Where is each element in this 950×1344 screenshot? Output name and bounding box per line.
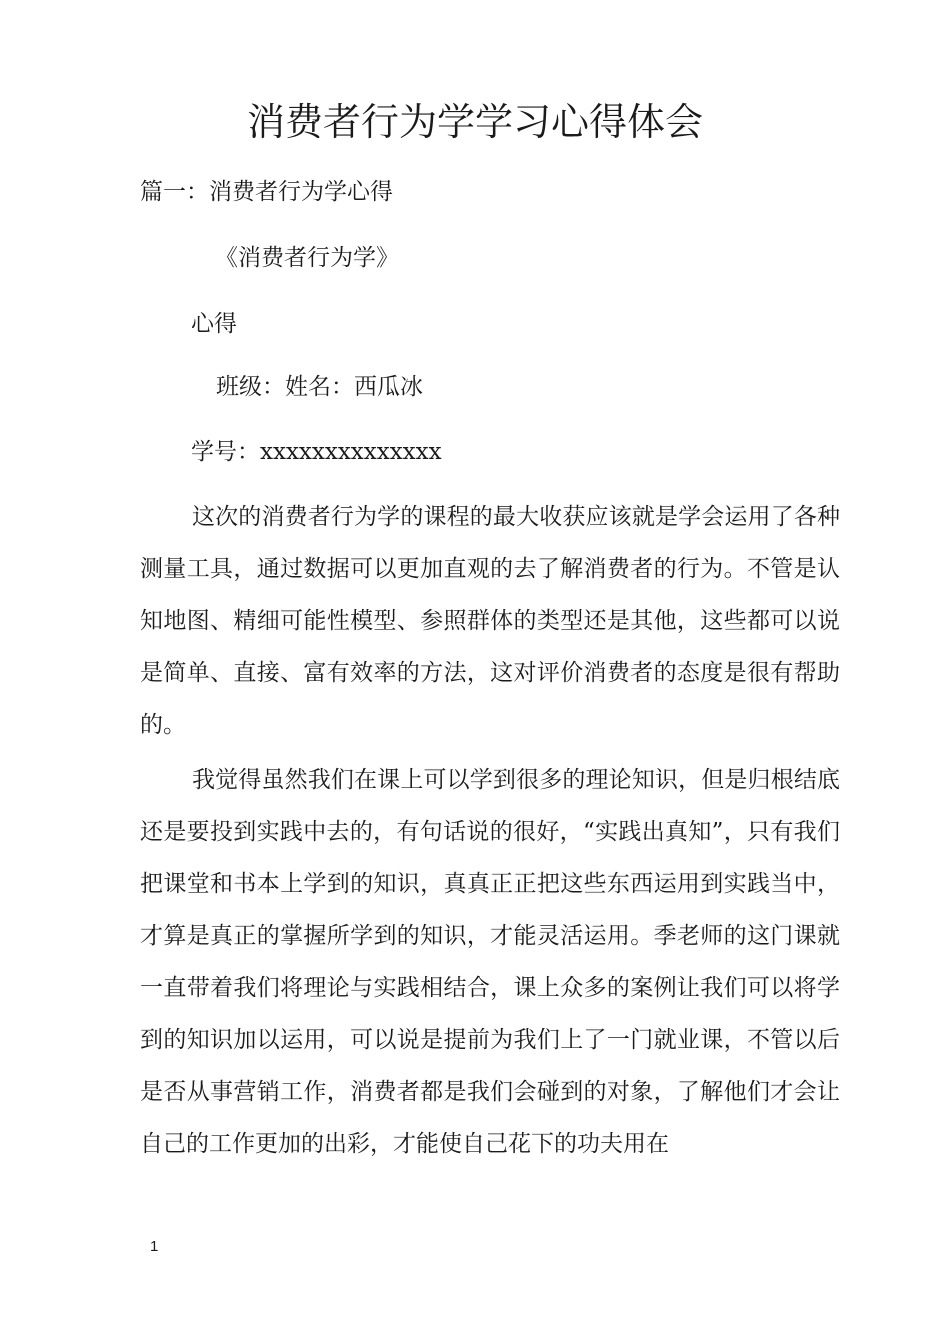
book-title: 《消费者行为学》 <box>215 245 399 271</box>
body-paragraph: 我觉得虽然我们在课上可以学到很多的理论知识，但是归根结底还是要投到实践中去的，有句话说的很好，“实践出真知”，只有我们把课堂和书本上学到的知识，真真正正把这些东西运用到实践当中，才算是真正的掌握所学到的知识，才能灵活运用。季老师的这门课就一直带着我们将理论与实践相结合，课上众多的案例让我们可以将学到的知识加以运用，可以说是提前为我们上了一门就业课，不管以后是否从事营销工作，消费者都是我们会碰到的对象，了解他们才会让自己的工作更加的出彩，才能使自己花下的功夫用在 <box>140 767 840 1157</box>
subheading: 心得 <box>191 311 237 337</box>
student-id-line: 学号：xxxxxxxxxxxxxx <box>191 439 442 465</box>
section-heading: 篇一：消费者行为学心得 <box>140 179 393 205</box>
class-name-line: 班级：姓名：西瓜冰 <box>216 374 423 400</box>
body-paragraph: 这次的消费者行为学的课程的最大收获应该就是学会运用了各种测量工具，通过数据可以更加直观的去了解消费者的行为。不管是认知地图、精细可能性模型、参照群体的类型还是其他，这些都可以说是简单、直接、富有效率的方法，这对评价消费者的态度是很有帮助的。 <box>140 504 840 738</box>
document-title: 消费者行为学学习心得体会 <box>246 100 703 144</box>
page-number: 1 <box>150 1238 159 1255</box>
